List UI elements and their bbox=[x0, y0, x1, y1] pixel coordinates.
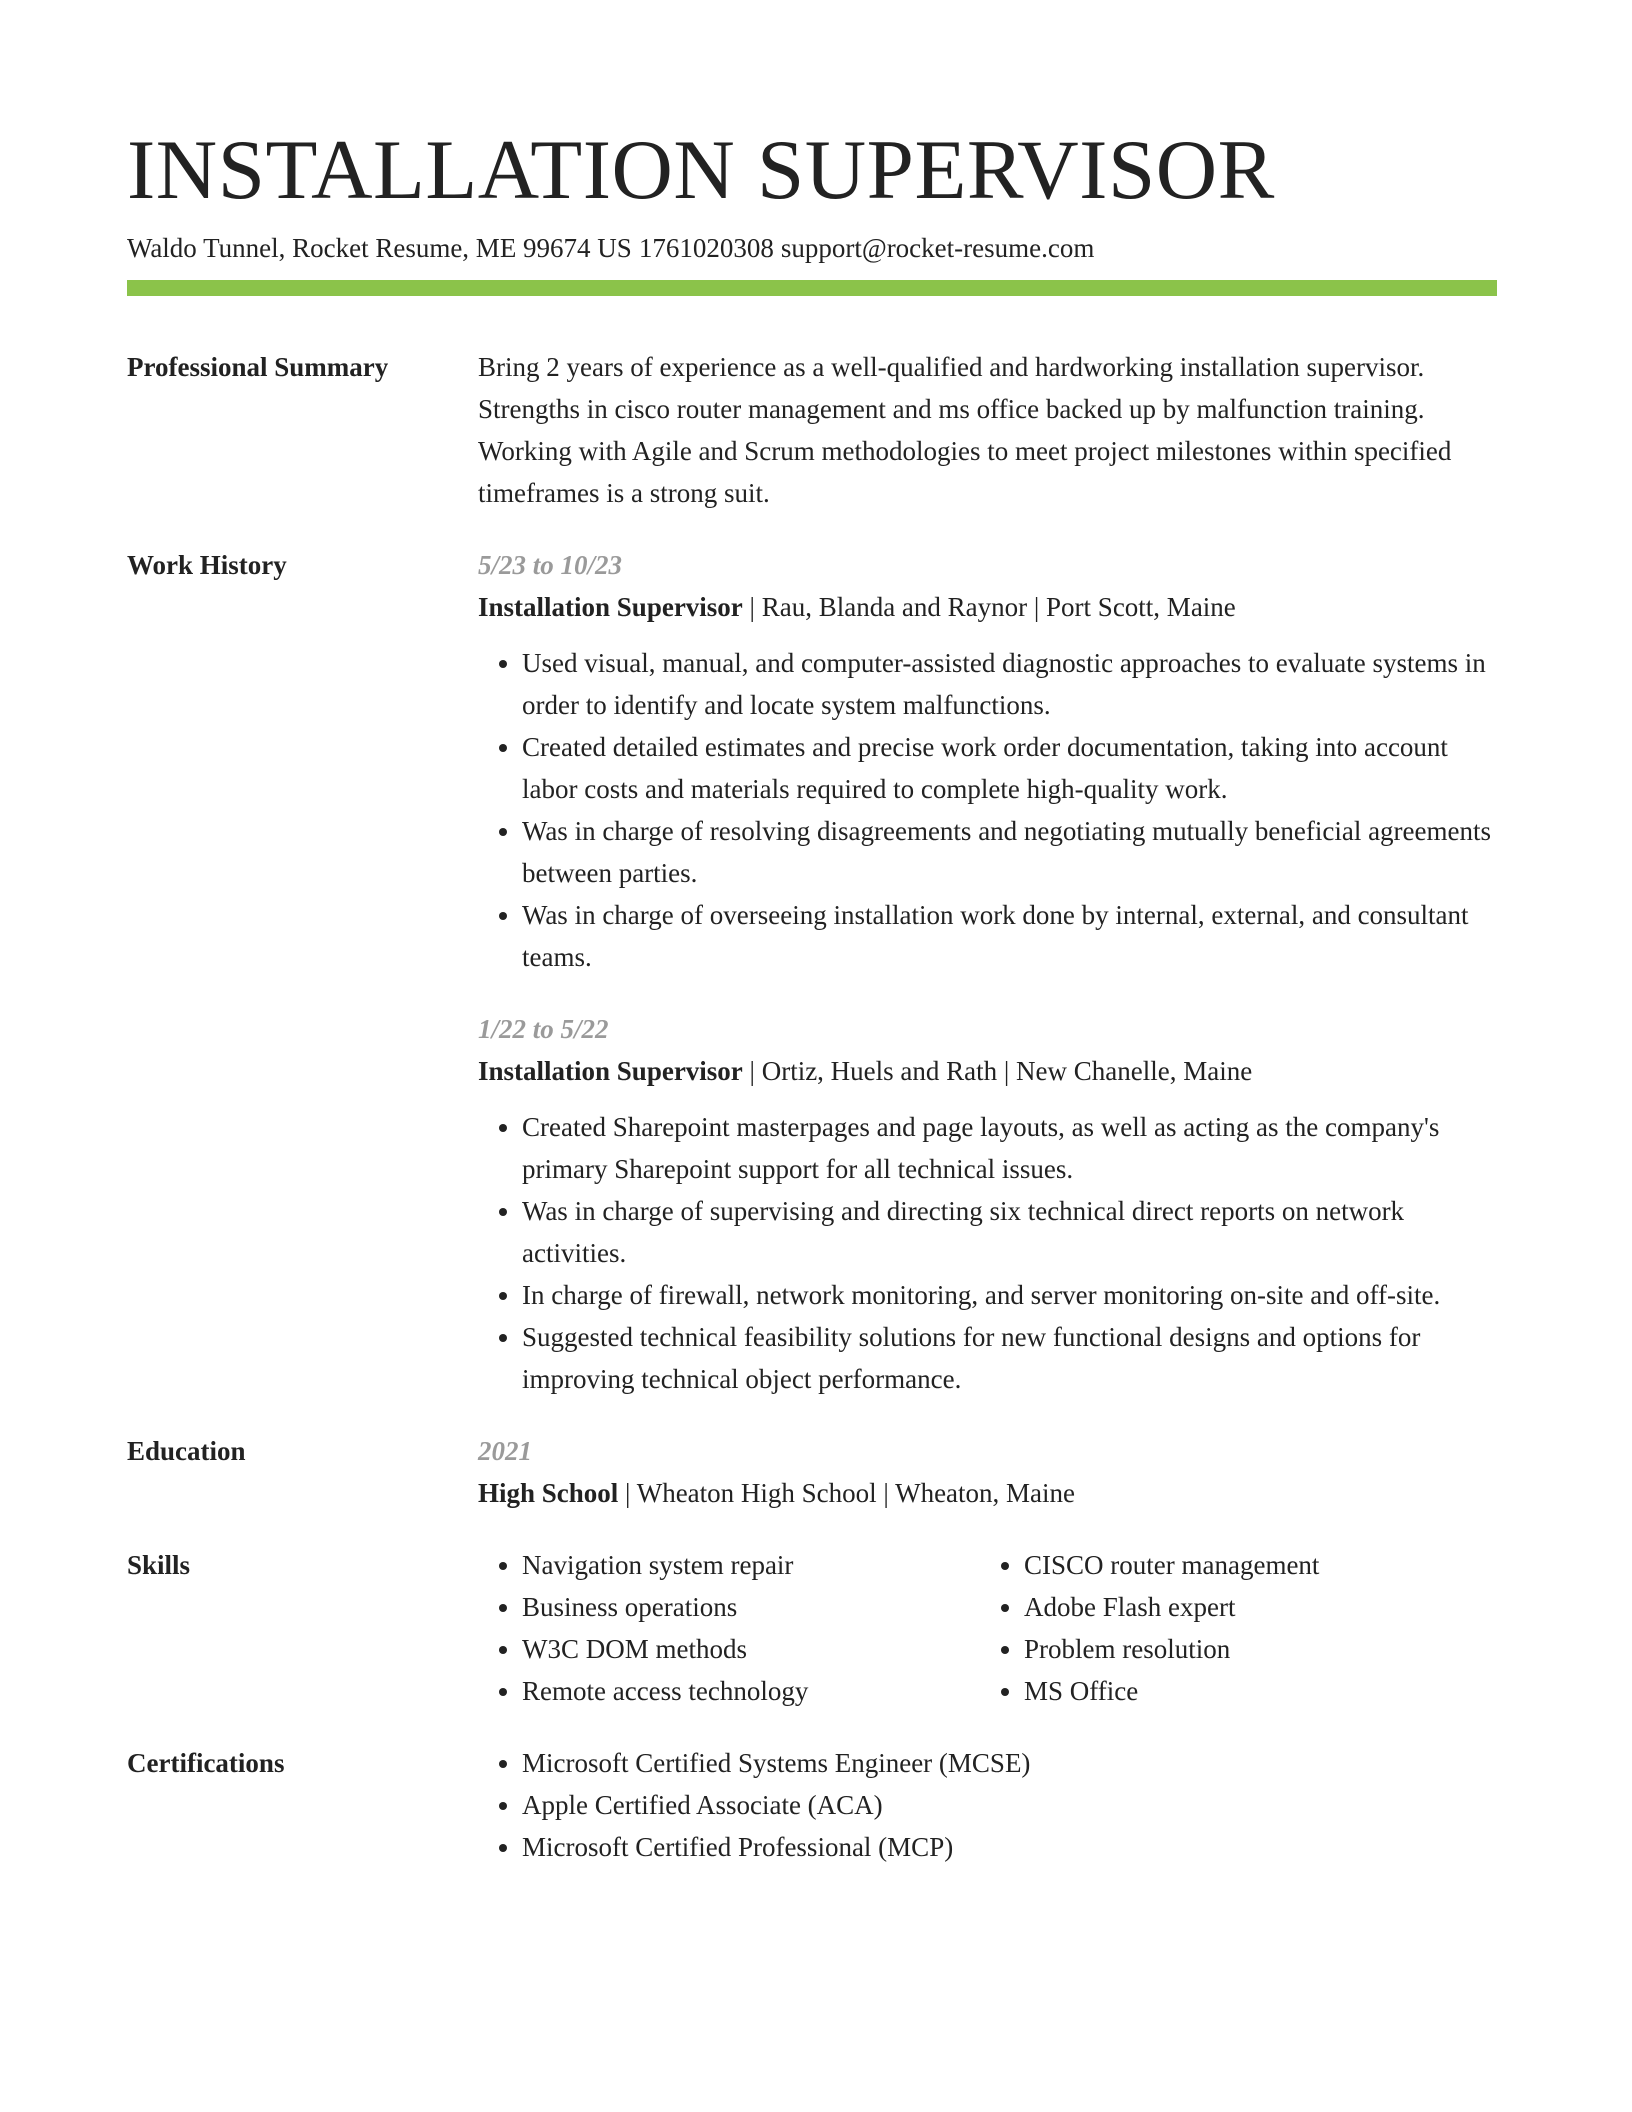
skill-item: • MS Office bbox=[1024, 1670, 1319, 1712]
job-title: Installation Supervisor bbox=[478, 1056, 743, 1086]
job-bullet: • Was in charge of supervising and directing six technical direct reports on network activities. bbox=[522, 1190, 1497, 1274]
work-history-body bbox=[478, 544, 1497, 1400]
job-dates: 5/23 to 10/23 bbox=[478, 550, 623, 580]
certifications-body bbox=[478, 1742, 1497, 1868]
skills-heading: Skills bbox=[127, 1550, 191, 1580]
job-bullet: • In charge of firewall, network monitoring, and server monitoring on-site and off-site. bbox=[522, 1274, 1497, 1316]
skill-item: • Problem resolution bbox=[1024, 1628, 1319, 1670]
job-title: Installation Supervisor bbox=[478, 592, 743, 622]
skills-list-right bbox=[980, 1544, 1319, 1712]
skill-item: • Remote access technology bbox=[522, 1670, 980, 1712]
education-year: 2021 bbox=[478, 1436, 532, 1466]
summary-heading: Professional Summary bbox=[127, 352, 389, 382]
education-section bbox=[127, 1430, 1497, 1514]
job-bullet: • Used visual, manual, and computer-assisted diagnostic approaches to evaluate systems in order to identify and locate system malfunctions. bbox=[522, 642, 1497, 726]
summary-text: Bring 2 years of experience as a well-qualified and hardworking installation supervisor. Strengths in cisco router management and ms office backed up by malfunction training. Working with Agile and Scrum methodologies to meet project milestones within specified timeframes is a strong suit. bbox=[478, 352, 1452, 508]
job-bullets bbox=[478, 1106, 1497, 1400]
certifications-list bbox=[478, 1742, 1497, 1868]
contact-email: support@rocket-resume.com bbox=[780, 233, 1095, 263]
education-details: | Wheaton High School | Wheaton, Maine bbox=[618, 1478, 1076, 1508]
job-dates: 1/22 to 5/22 bbox=[478, 1014, 609, 1044]
skill-item: • Business operations bbox=[522, 1586, 980, 1628]
job-heading bbox=[478, 1050, 1497, 1092]
skills-list-left bbox=[478, 1544, 980, 1712]
header-divider bbox=[127, 280, 1497, 296]
certification-item: • Microsoft Certified Professional (MCP) bbox=[522, 1826, 1497, 1868]
skill-item: • Adobe Flash expert bbox=[1024, 1586, 1319, 1628]
job-details: | Rau, Blanda and Raynor | Port Scott, Maine bbox=[742, 592, 1236, 622]
job-bullet: • Created Sharepoint masterpages and page layouts, as well as acting as the company's primary Sharepoint support for all technical issues. bbox=[522, 1106, 1497, 1190]
contact-address: Waldo Tunnel, Rocket Resume, ME 99674 US bbox=[127, 233, 632, 263]
work-history-section bbox=[127, 544, 1497, 1400]
certifications-section bbox=[127, 1742, 1497, 1868]
certification-item: • Apple Certified Associate (ACA) bbox=[522, 1784, 1497, 1826]
job-bullet: • Created detailed estimates and precise work order documentation, taking into account labor costs and materials required to complete high-quality work. bbox=[522, 726, 1497, 810]
skill-item: • W3C DOM methods bbox=[522, 1628, 980, 1670]
contact-line bbox=[127, 230, 1497, 266]
education-body bbox=[478, 1430, 1497, 1514]
job-entry bbox=[478, 544, 1497, 978]
resume-page bbox=[127, 120, 1497, 1868]
skills-grid bbox=[478, 1544, 1497, 1712]
summary-section bbox=[127, 346, 1497, 514]
job-bullets bbox=[478, 642, 1497, 978]
work-history-heading: Work History bbox=[127, 550, 287, 580]
job-entry bbox=[478, 1008, 1497, 1400]
education-degree: High School bbox=[478, 1478, 619, 1508]
education-line bbox=[478, 1472, 1497, 1514]
skill-item: • Navigation system repair bbox=[522, 1544, 980, 1586]
contact-phone: 1761020308 bbox=[638, 233, 774, 263]
skill-item: • CISCO router management bbox=[1024, 1544, 1319, 1586]
skills-section bbox=[127, 1544, 1497, 1712]
resume-title: INSTALLATION SUPERVISOR bbox=[127, 123, 1275, 217]
certification-item: • Microsoft Certified Systems Engineer (MCSE) bbox=[522, 1742, 1497, 1784]
job-bullet: • Was in charge of resolving disagreements and negotiating mutually beneficial agreements between parties. bbox=[522, 810, 1497, 894]
job-bullet: • Was in charge of overseeing installation work done by internal, external, and consultant teams. bbox=[522, 894, 1497, 978]
certifications-heading: Certifications bbox=[127, 1748, 285, 1778]
job-heading bbox=[478, 586, 1497, 628]
job-details: | Ortiz, Huels and Rath | New Chanelle, Maine bbox=[742, 1056, 1253, 1086]
education-heading: Education bbox=[127, 1436, 246, 1466]
job-bullet: • Suggested technical feasibility solutions for new functional designs and options for improving technical object performance. bbox=[522, 1316, 1497, 1400]
